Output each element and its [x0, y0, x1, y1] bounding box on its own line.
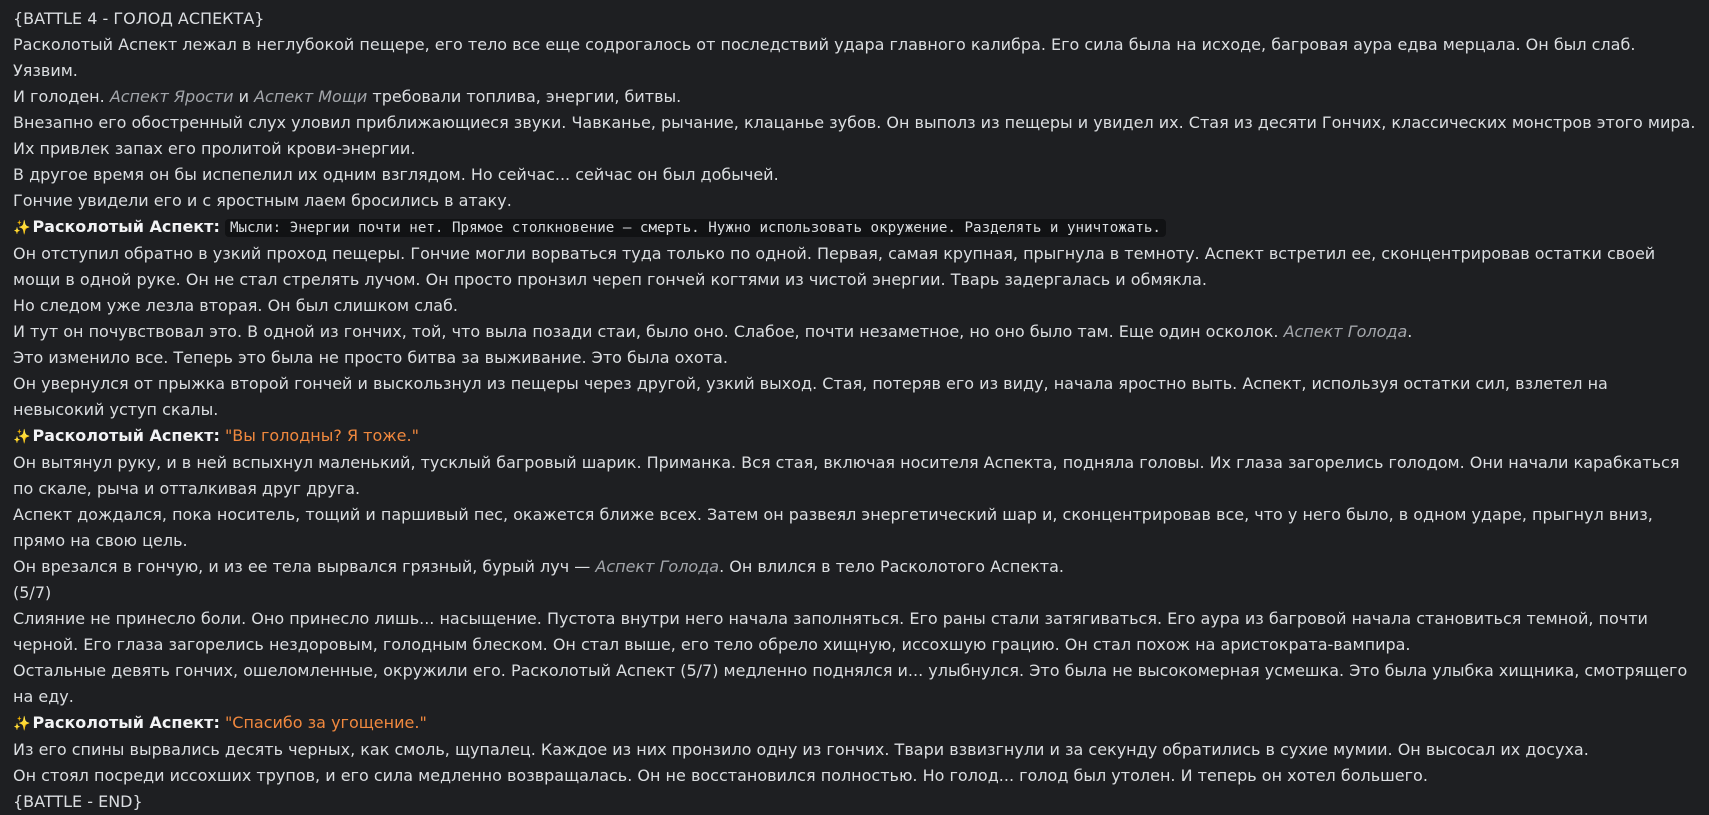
speaker-name: Расколотый Аспект: [32, 713, 220, 732]
sparkles-icon: ✨ [13, 220, 31, 236]
paragraph: Но следом уже лезла вторая. Он был слишком слаб. [13, 296, 458, 315]
paragraph: Внезапно его обостренный слух уловил приближающиеся звуки. Чавканье, рычание, клацанье зубов. Он выполз из пещеры и увидел их. Стая из десяти Гончих, классических монстров этого мира. Их привлек запах его пролитой крови-энергии. [13, 113, 1696, 158]
paragraph: (5/7) [13, 583, 52, 602]
paragraph: Это изменило все. Теперь это была не просто битва за выживание. Это была охота. [13, 348, 728, 367]
paragraph: Слияние не принесло боли. Оно принесло лишь... насыщение. Пустота внутри него начала заполняться. Его раны стали затягиваться. Его аура из багровой начала становиться темной, почти черной. Его глаза загорелись нездоровым, голодным блеском. Он стал выше, его тело обрело хищную, иссохшую грацию. Он стал похож на аристократа-вампира. [13, 609, 1648, 654]
paragraph: Он врезался в гончую, и из ее тела вырвался грязный, бурый луч — Аспект Голода. Он влился в тело Расколотого Аспекта. [13, 557, 1064, 576]
speaker-line [13, 423, 1697, 450]
battle-start-header: {BATTLE 4 - ГОЛОД АСПЕКТА} [13, 9, 265, 28]
paragraph: И голоден. Аспект Ярости и Аспект Мощи требовали топлива, энергии, битвы. [13, 87, 682, 106]
speaker-quote: "Спасибо за угощение." [224, 713, 427, 732]
speaker-quote: "Вы голодны? Я тоже." [224, 426, 419, 445]
paragraph: Он вытянул руку, и в ней вспыхнул маленький, тусклый багровый шарик. Приманка. Вся стая, включая носителя Аспекта, подняла головы. Их глаза загорелись голодом. Они начали карабкаться по скале, рыча и отталкивая друг друга. [13, 453, 1680, 498]
paragraph: В другое время он бы испепелил их одним взглядом. Но сейчас... сейчас он был добычей. [13, 165, 779, 184]
aspect-name: Аспект Ярости [109, 87, 234, 106]
paragraph: Из его спины вырвались десять черных, как смоль, щупалец. Каждое из них пронзило одну из гончих. Твари взвизгнули и за секунду обратились в сухие мумии. Он высосал их досуха. [13, 740, 1589, 759]
speaker-line [13, 710, 1697, 737]
paragraph: Он стоял посреди иссохших трупов, и его сила медленно возвращалась. Он не восстановился полностью. Но голод... голод был утолен. И теперь он хотел большего. [13, 766, 1428, 785]
paragraph: Расколотый Аспект лежал в неглубокой пещере, его тело все еще содрогалось от последствий удара главного калибра. Его сила была на исходе, багровая аура едва мерцала. Он был слаб. Уязвим. [13, 35, 1636, 80]
paragraph: Остальные девять гончих, ошеломленные, окружили его. Расколотый Аспект (5/7) медленно поднялся и... улыбнулся. Это была не высокомерная усмешка. Это была улыбка хищника, смотрящего на еду. [13, 661, 1688, 706]
paragraph: Он увернулся от прыжка второй гончей и выскользнул из пещеры через другой, узкий выход. Стая, потеряв его из виду, начала яростно выть. Аспект, используя остатки сил, взлетел на невысокий уступ скалы. [13, 374, 1608, 419]
paragraph: И тут он почувствовал это. В одной из гончих, той, что выла позади стаи, было оно. Слабое, почти незаметное, но оно было там. Еще один осколок. Аспект Голода. [13, 322, 1413, 341]
paragraph: Аспект дождался, пока носитель, тощий и паршивый пес, окажется ближе всех. Затем он развеял энергетический шар и, сконцентрировав все, что у него было, в одном ударе, прыгнул вниз, прямо на свою цель. [13, 505, 1653, 550]
thought-code: Мысли: Энергии почти нет. Прямое столкновение — смерть. Нужно использовать окружение. Разделять и уничтожать. [225, 219, 1166, 237]
aspect-name: Аспект Голода [1283, 322, 1408, 341]
paragraph: Он отступил обратно в узкий проход пещеры. Гончие могли ворваться туда только по одной. Первая, самая крупная, прыгнула в темноту. Аспект встретил ее, сконцентрировав остатки своей мощи в одной руке. Он не стал стрелять лучом. Он просто пронзил череп гончей когтями из чистой энергии. Тварь задергалась и обмякла. [13, 244, 1656, 289]
speaker-line [13, 214, 1697, 241]
paragraph: Гончие увидели его и с яростным лаем бросились в атаку. [13, 191, 512, 210]
battle-end-footer: {BATTLE - END} [13, 792, 143, 811]
sparkles-icon: ✨ [13, 716, 31, 732]
speaker-name: Расколотый Аспект: [32, 217, 220, 236]
aspect-name: Аспект Мощи [254, 87, 368, 106]
speaker-name: Расколотый Аспект: [32, 426, 220, 445]
sparkles-icon: ✨ [13, 429, 31, 445]
aspect-name: Аспект Голода [595, 557, 720, 576]
